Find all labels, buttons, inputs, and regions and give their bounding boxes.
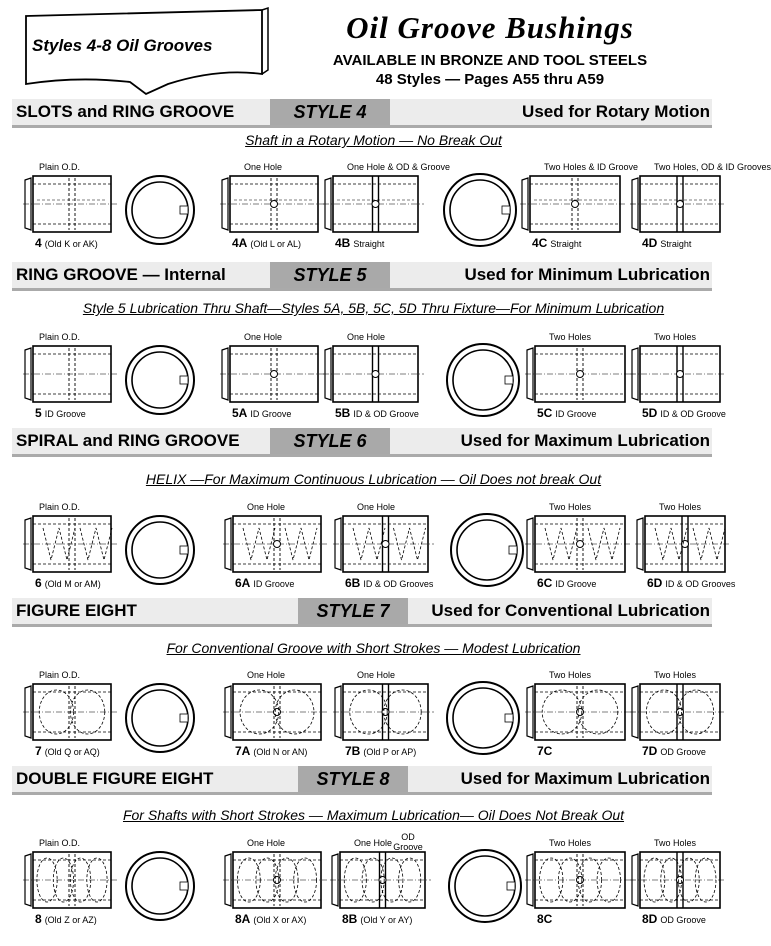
- drawing-label-top: One Hole: [244, 332, 283, 342]
- section-name: DOUBLE FIGURE EIGHT: [16, 769, 214, 788]
- style-code: [235, 744, 307, 758]
- style-code: [342, 912, 412, 926]
- code-note: ID & OD Grooves: [665, 579, 736, 589]
- code-number: 4A: [232, 236, 248, 250]
- style-code: [335, 406, 419, 420]
- code-note: ID Groove: [250, 409, 292, 419]
- style-code: [35, 576, 101, 590]
- section-header-style-6: [12, 428, 712, 457]
- drawing-label-top: One Hole: [244, 162, 283, 172]
- drawing-label-top: One Hole & OD & Groove: [347, 162, 451, 172]
- code-note: ID & OD Groove: [660, 409, 726, 419]
- style-code: [532, 236, 581, 250]
- style-label: STYLE 4: [270, 99, 390, 125]
- drawing-label-top: Two Holes: [549, 838, 592, 848]
- section-caption: Shaft in a Rotary Motion — No Break Out: [245, 132, 502, 148]
- code-note: ID Groove: [253, 579, 295, 589]
- code-number: 4: [35, 236, 42, 250]
- page-title: Oil Groove Bushings: [346, 10, 634, 45]
- code-note: Straight: [353, 239, 385, 249]
- style-code: [235, 576, 294, 590]
- drawing-label-top: Plain O.D.: [39, 838, 81, 848]
- style-label: STYLE 7: [298, 598, 408, 624]
- code-number: 6B: [345, 576, 361, 590]
- code-number: 8: [35, 912, 42, 926]
- style-label: STYLE 8: [298, 766, 408, 792]
- code-number: 5D: [642, 406, 658, 420]
- style-code: [232, 406, 291, 420]
- section-header-style-7: [12, 598, 712, 627]
- style-code: [647, 576, 735, 590]
- subtitle-styles: 48 Styles — Pages A55 thru A59: [375, 71, 605, 88]
- drawing-label-top: One Hole: [357, 502, 396, 512]
- code-number: 8B: [342, 912, 358, 926]
- section-caption: For Conventional Groove with Short Strokes — Modest Lubrication: [166, 640, 581, 656]
- usage-label: Used for Conventional Lubrication: [431, 601, 710, 620]
- style-code: [537, 576, 596, 590]
- section-caption: HELIX —For Maximum Continuous Lubrication — Oil Does not break Out: [145, 471, 602, 487]
- code-number: 7D: [642, 744, 658, 758]
- style-code: [35, 912, 97, 926]
- section-name: RING GROOVE — Internal: [16, 265, 226, 284]
- code-note: OD Groove: [660, 915, 706, 925]
- style-code: [35, 236, 98, 250]
- code-number: 8D: [642, 912, 658, 926]
- style-code: [345, 576, 433, 590]
- subtitle-materials: AVAILABLE IN BRONZE AND TOOL STEELS: [332, 52, 648, 69]
- code-number: 7C: [537, 744, 553, 758]
- usage-label: Used for Maximum Lubrication: [460, 769, 710, 788]
- style-code: [335, 236, 384, 250]
- code-number: 4B: [335, 236, 351, 250]
- drawing-label-top: One Hole: [354, 838, 393, 848]
- style-code: [235, 912, 306, 926]
- drawing-label-top: Two Holes & ID Groove: [544, 162, 639, 172]
- usage-label: Used for Minimum Lubrication: [464, 265, 710, 284]
- usage-label: Used for Maximum Lubrication: [460, 431, 710, 450]
- drawing-label-top: Two Holes, OD & ID Grooves: [654, 162, 771, 172]
- code-number: 7B: [345, 744, 361, 758]
- drawing-label-top: Plain O.D.: [39, 670, 81, 680]
- style-code: [345, 744, 416, 758]
- code-number: 5A: [232, 406, 248, 420]
- code-note: ID & OD Groove: [353, 409, 419, 419]
- code-note: (Old X or AX): [253, 915, 307, 925]
- code-number: 6: [35, 576, 42, 590]
- drawing-label-top: Two Holes: [654, 838, 697, 848]
- code-number: 4C: [532, 236, 548, 250]
- usage-label: Used for Rotary Motion: [522, 102, 710, 121]
- code-number: 7: [35, 744, 42, 758]
- drawing-label-top: One Hole: [247, 670, 286, 680]
- section-name: FIGURE EIGHT: [16, 601, 137, 620]
- style-code: [35, 406, 86, 420]
- style-code: [642, 912, 706, 926]
- drawing-label-top: One Hole: [347, 332, 386, 342]
- banner-text: Styles 4-8 Oil Grooves: [32, 36, 213, 55]
- drawing-label-top: One Hole: [247, 838, 286, 848]
- code-note: (Old Y or AY): [360, 915, 413, 925]
- style-label: STYLE 6: [270, 428, 390, 454]
- od-groove-label: OD Groove: [393, 832, 423, 852]
- section-name: SLOTS and RING GROOVE: [16, 102, 235, 121]
- drawing-label-top: Two Holes: [549, 502, 592, 512]
- code-note: ID Groove: [44, 409, 86, 419]
- code-note: Straight: [660, 239, 692, 249]
- drawing-label-top: Plain O.D.: [39, 162, 81, 172]
- code-note: (Old M or AM): [44, 579, 101, 589]
- drawing-label-top: Two Holes: [549, 670, 592, 680]
- section-header-style-8: [12, 766, 712, 795]
- code-number: 5B: [335, 406, 351, 420]
- code-note: OD Groove: [660, 747, 706, 757]
- code-number: 4D: [642, 236, 658, 250]
- code-note: (Old P or AP): [363, 747, 417, 757]
- code-number: 7A: [235, 744, 251, 758]
- code-number: 6A: [235, 576, 251, 590]
- drawing-label-top: One Hole: [247, 502, 286, 512]
- code-number: 5: [35, 406, 42, 420]
- style-code: [642, 744, 706, 758]
- drawing-label-top: Two Holes: [654, 332, 697, 342]
- code-number: 8C: [537, 912, 553, 926]
- code-note: Straight: [550, 239, 582, 249]
- code-number: 6C: [537, 576, 553, 590]
- code-note: ID Groove: [555, 579, 597, 589]
- code-note: ID & OD Grooves: [363, 579, 434, 589]
- code-note: (Old K or AK): [44, 239, 98, 249]
- style-code: [35, 744, 100, 758]
- drawing-label-top: Two Holes: [659, 502, 702, 512]
- code-note: (Old L or AL): [250, 239, 302, 249]
- drawing-label-top: Two Holes: [654, 670, 697, 680]
- code-number: 6D: [647, 576, 663, 590]
- drawing-label-top: Plain O.D.: [39, 502, 81, 512]
- section-name: SPIRAL and RING GROOVE: [16, 431, 240, 450]
- section-caption: Style 5 Lubrication Thru Shaft—Styles 5A, 5B, 5C, 5D Thru Fixture—For Minimum Lubrication: [82, 300, 665, 316]
- code-number: 8A: [235, 912, 251, 926]
- code-note: (Old Z or AZ): [44, 915, 97, 925]
- drawing-label-top: Two Holes: [549, 332, 592, 342]
- section-caption: For Shafts with Short Strokes — Maximum Lubrication— Oil Does Not Break Out: [122, 807, 625, 823]
- code-number: 5C: [537, 406, 553, 420]
- style-label: STYLE 5: [270, 262, 390, 288]
- style-code: [642, 236, 691, 250]
- drawing-label-top: One Hole: [357, 670, 396, 680]
- style-code: [537, 912, 555, 926]
- drawing-label-top: Plain O.D.: [39, 332, 81, 342]
- code-note: (Old Q or AQ): [44, 747, 100, 757]
- code-note: (Old N or AN): [253, 747, 308, 757]
- code-note: ID Groove: [555, 409, 597, 419]
- style-code: [232, 236, 301, 250]
- style-code: [537, 744, 555, 758]
- style-code: [642, 406, 726, 420]
- section-header-style-4: [12, 99, 712, 128]
- section-header-style-5: [12, 262, 712, 291]
- style-code: [537, 406, 596, 420]
